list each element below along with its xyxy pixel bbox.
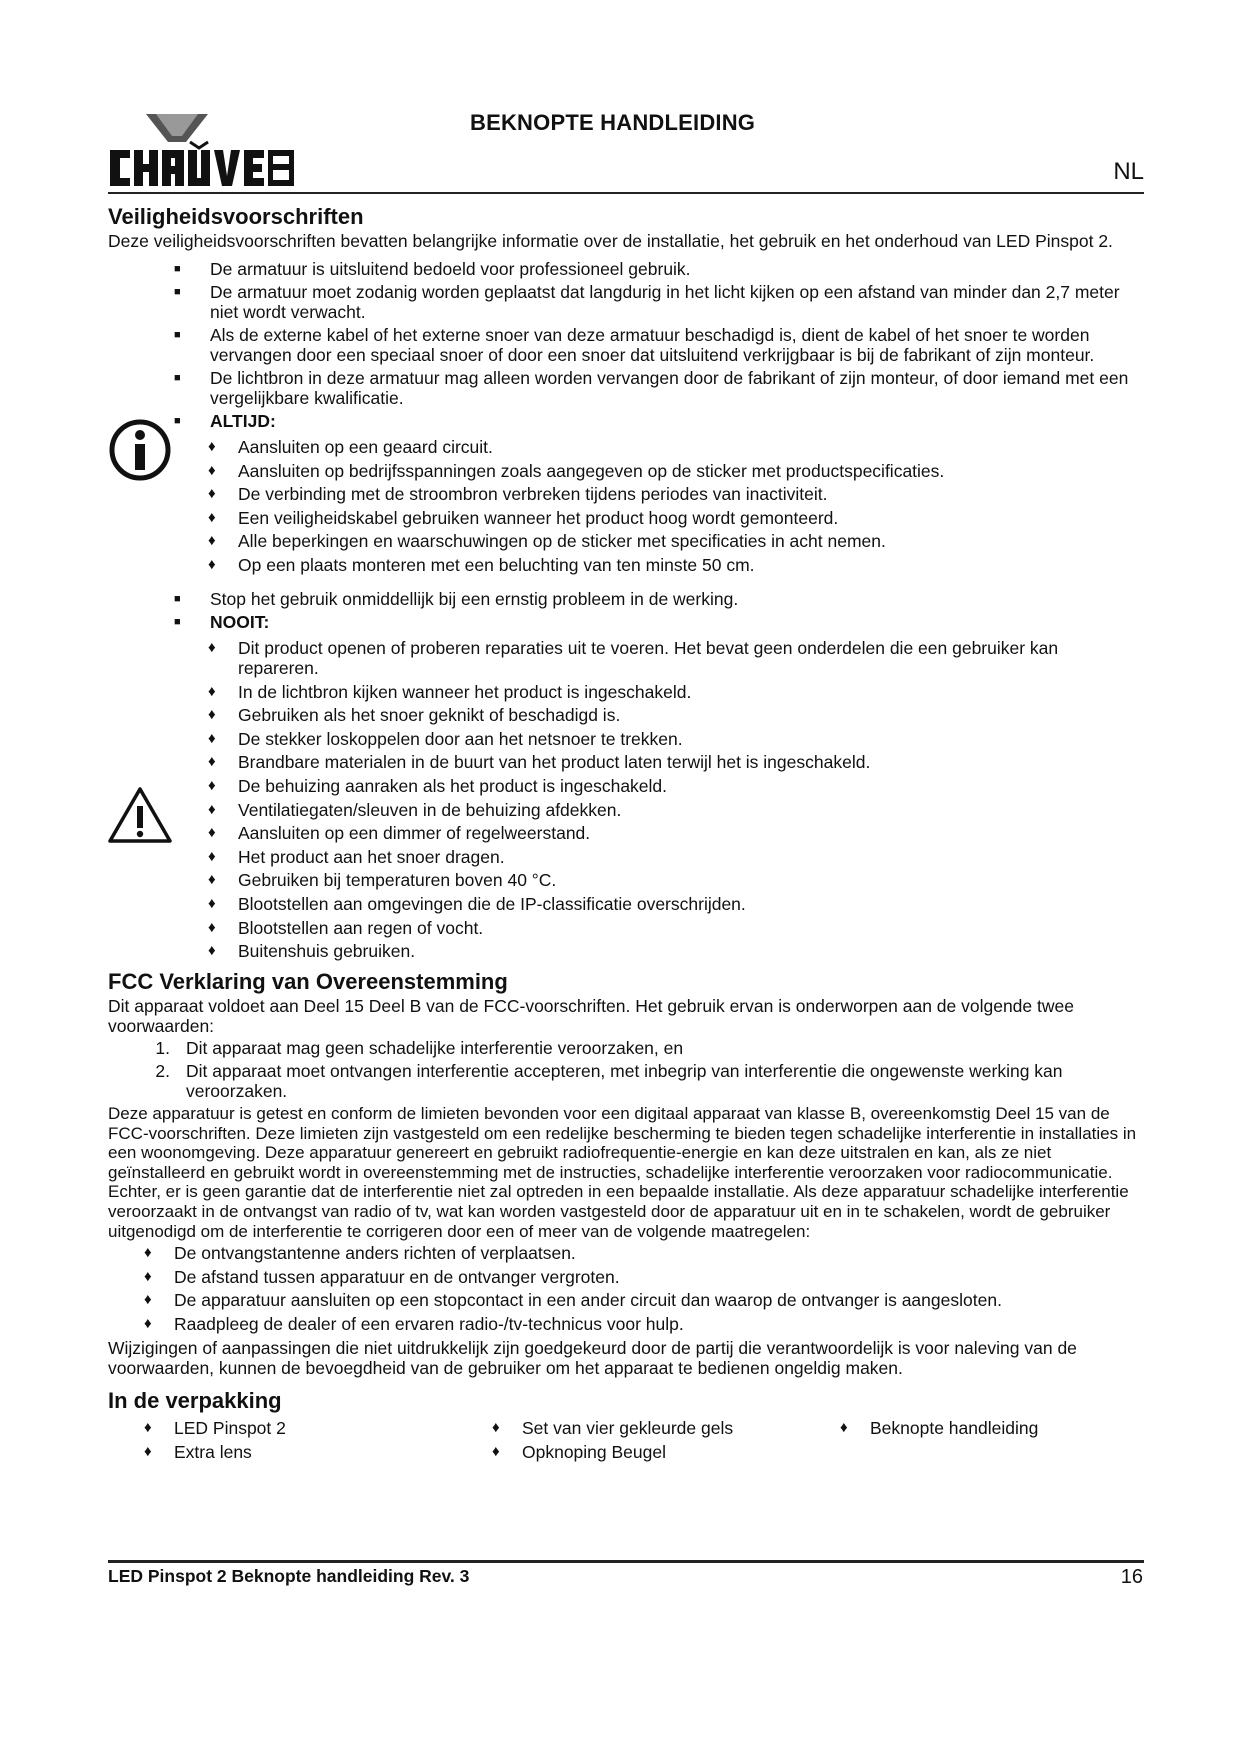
- list-item: ■ De armatuur is uitsluitend bedoeld voor professioneel gebruik.: [174, 259, 1148, 279]
- list-item: ♦ Opknoping Beugel: [492, 1442, 840, 1462]
- safety-list: [174, 259, 1148, 431]
- package-list: [144, 1418, 1148, 1462]
- list-item: ♦ Een veiligheidskabel gebruiken wanneer het product hoog wordt gemonteerd.: [208, 508, 1148, 528]
- never-label: NOOIT:: [210, 611, 270, 632]
- list-item: ♦ Dit product openen of proberen reparaties uit te voeren. Het bevat geen onderdelen die een gebruiker kan repareren.: [208, 638, 1138, 678]
- list-item: [142, 1061, 1148, 1101]
- safety-heading: Veiligheidsvoorschriften: [108, 204, 364, 229]
- list-item: ■ De lichtbron in deze armatuur mag alleen worden vervangen door de fabrikant of zijn monteur, of door iemand met een vergelijkbare kwalificatie.: [174, 368, 1148, 408]
- list-number: 1.: [155, 1038, 170, 1059]
- language-code: NL: [1113, 158, 1144, 185]
- list-item: ♦ Gebruiken als het snoer geknikt of beschadigd is.: [208, 705, 1138, 725]
- list-item: ♦ Op een plaats monteren met een beluchting van ten minste 50 cm.: [208, 555, 1148, 575]
- package-heading: In de verpakking: [108, 1387, 282, 1413]
- list-item: ♦ Blootstellen aan regen of vocht.: [208, 918, 1138, 938]
- footer-divider: [108, 1560, 1144, 1563]
- never-list: [208, 638, 1148, 961]
- list-item: ♦ LED Pinspot 2: [144, 1418, 492, 1438]
- list-item: ■ Als de externe kabel of het externe snoer van deze armatuur beschadigd is, dient de kabel of het snoer te worden vervangen door een speciaal snoer of door een snoer dat uitsluitend verkrijgbaar is bij de fabrikant of zijn monteur.: [174, 325, 1148, 365]
- fcc-measures: [144, 1243, 1148, 1334]
- list-item: ♦ De behuizing aanraken als het product is ingeschakeld.: [208, 776, 1138, 796]
- fcc-intro: Dit apparaat voldoet aan Deel 15 Deel B van de FCC-voorschriften. Het gebruik ervan is onderworpen aan de volgende twee voorwaarden:: [108, 996, 1074, 1037]
- main-content: [108, 204, 1148, 1462]
- list-item: ■ De armatuur moet zodanig worden geplaatst dat langdurig in het licht kijken op een afstand van minder dan 2,7 meter niet wordt verwacht.: [174, 282, 1148, 322]
- always-list: [208, 437, 1148, 575]
- list-item: ♦ Aansluiten op bedrijfsspanningen zoals aangegeven op de sticker met productspecificaties.: [208, 461, 1148, 481]
- never-item: [174, 612, 1148, 632]
- list-item: ♦ In de lichtbron kijken wanneer het product is ingeschakeld.: [208, 682, 1138, 702]
- list-item: ♦ Aansluiten op een geaard circuit.: [208, 437, 1148, 457]
- list-text: Dit apparaat mag geen schadelijke interferentie veroorzaken, en: [186, 1038, 684, 1059]
- list-item: ♦ De apparatuur aansluiten op een stopcontact in een ander circuit dan waarop de ontvanger is aangesloten.: [144, 1290, 1148, 1310]
- fcc-body: Deze apparatuur is getest en conform de limieten bevonden voor een digitaal apparaat van klasse B, overeenkomstig Deel 15 van de FCC-voorschriften. Deze limieten zijn vastgesteld om een redelijke bescherming te bieden tegen schadelijke interferentie in installaties in een woonomgeving. Deze apparatuur genereert en gebruikt radiofrequentie-energie en kan deze uitstralen en kan, als ze niet geïnstalleerd en gebruikt wordt in overeenstemming met de instructies, schadelijke interferentie veroorzaken voor radiocommunicatie. Echter, er is geen garantie dat de interferentie niet zal optreden in een bepaalde installatie. Als deze apparatuur schadelijke interferentie veroorzaakt in de ontvangst van radio of tv, wat kan worden vastgesteld door de apparatuur uit en in te schakelen, wordt de gebruiker uitgenodigd om de interferentie te corrigeren door een of meer van de volgende maatregelen:: [108, 1104, 1137, 1241]
- list-item: ♦ Brandbare materialen in de buurt van het product laten terwijl het is ingeschakeld.: [208, 752, 1138, 772]
- list-item: ♦ Blootstellen aan omgevingen die de IP-classificatie overschrijden.: [208, 894, 1138, 914]
- header-divider: [108, 192, 1144, 194]
- safety-list-2: [174, 589, 1148, 632]
- list-text: Dit apparaat moet ontvangen interferentie accepteren, met inbegrip van interferentie die ongewenste werking kan veroorzaken.: [186, 1061, 1063, 1102]
- page-number: 16: [1120, 1566, 1143, 1588]
- list-item: [142, 1038, 1148, 1058]
- list-item: ♦ Aansluiten op een dimmer of regelweerstand.: [208, 823, 1138, 843]
- list-item: ♦ De verbinding met de stroombron verbreken tijdens periodes van inactiviteit.: [208, 484, 1148, 504]
- always-label: ALTIJD:: [210, 411, 276, 431]
- fcc-conditions: [142, 1038, 1148, 1101]
- list-item: ♦ Buitenshuis gebruiken.: [208, 941, 1138, 961]
- list-item: ♦ Set van vier gekleurde gels: [492, 1418, 840, 1438]
- list-number: 2.: [155, 1061, 170, 1082]
- list-item: ♦ Alle beperkingen en waarschuwingen op de sticker met specificaties in acht nemen.: [208, 531, 1148, 551]
- list-item: ■ Stop het gebruik onmiddellijk bij een ernstig probleem in de werking.: [174, 589, 1148, 609]
- chauvet-dj-logo: [108, 112, 298, 190]
- fcc-closing: Wijzigingen of aanpassingen die niet uitdrukkelijk zijn goedgekeurd door de partij die verantwoordelijk is voor naleving van de voorwaarden, kunnen de bevoegdheid van de gebruiker om het apparaat te bedienen ongeldig maken.: [108, 1337, 1077, 1378]
- list-item: ♦ Raadpleeg de dealer of een ervaren radio-/tv-technicus voor hulp.: [144, 1314, 1148, 1334]
- document-title: BEKNOPTE HANDLEIDING: [470, 110, 756, 135]
- list-item: ♦ Ventilatiegaten/sleuven in de behuizing afdekken.: [208, 800, 1138, 820]
- list-item: ♦ Gebruiken bij temperaturen boven 40 °C.: [208, 870, 1138, 890]
- safety-intro: Deze veiligheidsvoorschriften bevatten belangrijke informatie over de installatie, het gebruik en het onderhoud van LED Pinspot 2.: [108, 231, 1113, 251]
- list-item: ♦ Beknopte handleiding: [840, 1418, 1140, 1438]
- list-item: ♦ De stekker loskoppelen door aan het netsnoer te trekken.: [208, 729, 1138, 749]
- list-item: ♦ Het product aan het snoer dragen.: [208, 847, 1138, 867]
- fcc-heading: FCC Verklaring van Overeenstemming: [108, 969, 508, 995]
- always-item: [174, 411, 1148, 431]
- list-item: ♦ Extra lens: [144, 1442, 492, 1462]
- list-item: ♦ De ontvangstantenne anders richten of verplaatsen.: [144, 1243, 1148, 1263]
- page-header: [108, 100, 1144, 194]
- footer-title: LED Pinspot 2 Beknopte handleiding Rev. 3: [108, 1566, 470, 1586]
- list-item: ♦ De afstand tussen apparatuur en de ontvanger vergroten.: [144, 1267, 1148, 1287]
